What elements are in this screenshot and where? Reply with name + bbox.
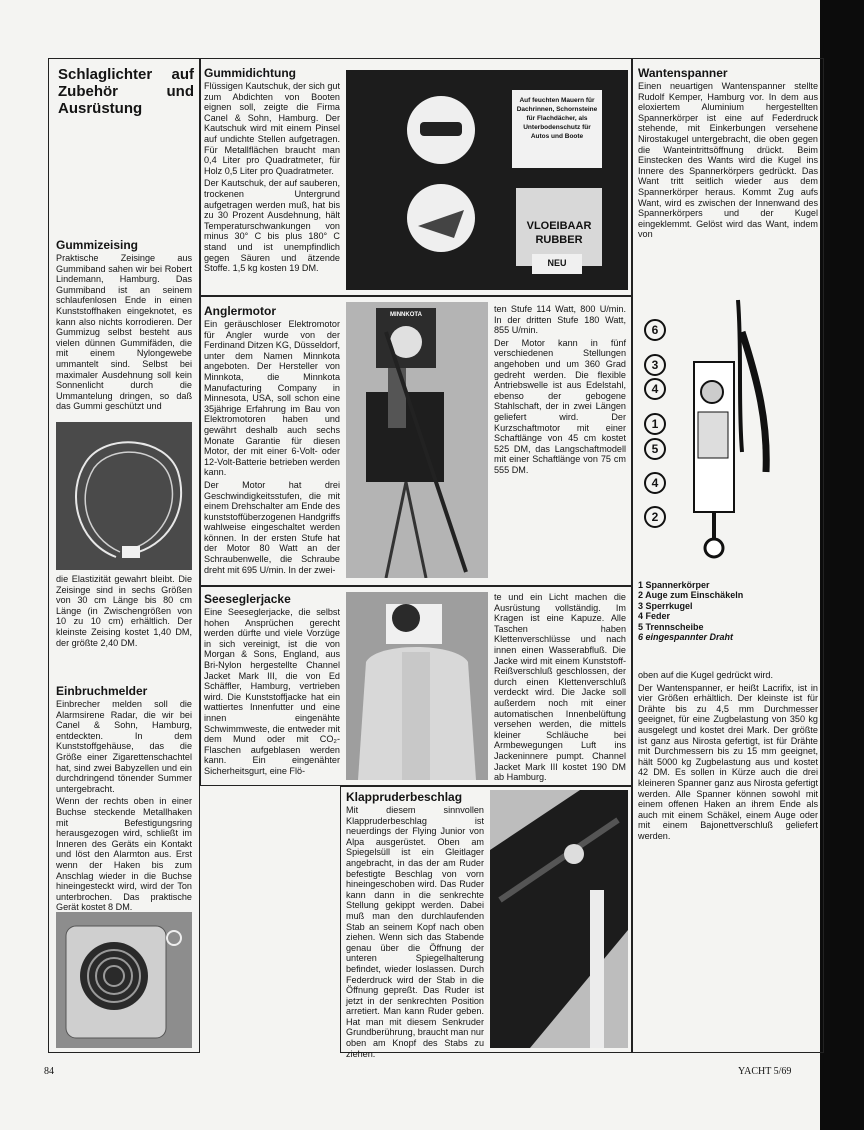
label-2: 2 <box>644 506 666 528</box>
gummidichtung-text <box>204 66 340 276</box>
seeseglerjacke-text <box>204 592 340 779</box>
klappruder-heading: Klappruderbeschlag <box>346 790 463 804</box>
gummizeising-heading: Gummizeising <box>56 238 139 252</box>
anglermotor-text-2 <box>494 304 626 478</box>
klappruder-text <box>346 790 484 1061</box>
gummizeising-text-2 <box>56 574 192 650</box>
gummizeising-text <box>56 238 192 414</box>
einbruchmelder-text <box>56 684 192 915</box>
wantenspanner-text <box>638 66 818 242</box>
motor-brand: MINNKOTA <box>390 312 422 318</box>
legend-item: 2 Auge zum Einschäkeln <box>638 590 744 601</box>
label-5: 5 <box>644 438 666 460</box>
tensioner-legend <box>638 580 818 642</box>
einbruchmelder-p2: Wenn der rechts oben in einer Buchse steckende Metallhaken mit Befestigungsring herausgezogen wird, schließt im Inneren des Geräts ein Kontakt und löst den Alarmton aus. Erst wenn der Haken bis zum Anschlag wieder in die Buchse hineingesteckt wird, wird der Ton unterbrochen. Das praktische Gerät kostet 8 DM. <box>56 796 192 913</box>
magazine-issue: YACHT 5/69 <box>738 1066 792 1077</box>
seeseglerjacke-heading: Seeseglerjacke <box>204 592 291 606</box>
legend-item: 6 eingespannter Draht <box>638 632 734 643</box>
legend-item: 4 Feder <box>638 611 671 622</box>
can-label-1: VLOEIBAAR <box>526 220 592 232</box>
sealant-photo <box>346 70 628 290</box>
wantenspanner-p2: oben auf die Kugel gedrückt wird. <box>638 670 773 680</box>
legend-item: 1 Spannerkörper <box>638 580 710 590</box>
can-label-2: RUBBER <box>535 234 583 246</box>
alarm-photo <box>56 912 192 1048</box>
wantenspanner-text-2 <box>638 670 818 844</box>
gummizeising-p2: die Elastizität gewahrt bleibt. Die Zeisinge sind in sechs Größen von 30 cm Länge bis 80 cm Länge (in Zwischengrößen von 10 zu 10 cm) erhältlich. Der kleinste Zeising kostet 1,40 DM, der größte 2,40 DM. <box>56 574 192 648</box>
gummidichtung-p2: Der Kautschuk, der auf sauberen, trockenen Untergrund aufgetragen werden muß, hat bis zu 30 Prozent Ausdehnung, hält Temperaturschwankungen von minus 30° C bis plus 180° C stand und ist unempfindlich gegen Säuren und ätzende Stoffe. 1,5 kg kosten 19 DM. <box>204 178 340 274</box>
einbruchmelder-p1: Einbrecher melden soll die Alarmsirene Radar, die wir bei Canel & Sohn, Hamburg, entdeckten. In dem Kunststoffgehäuse, das die Größe einer Zigarettenschachtel hat, sind zwei Babyzellen und ein durchdringend tönender Summer untergebracht. <box>56 699 192 794</box>
new-label: NEU <box>547 258 567 268</box>
page-number: 84 <box>44 1066 54 1077</box>
motor-photo <box>346 302 488 578</box>
label-6: 6 <box>644 319 666 341</box>
page-title: Schlaglichter auf Zubehör und Ausrüstung <box>58 66 194 117</box>
gummidichtung-p1: Flüssigen Kautschuk, der sich gut zum Abdichten von Booten eignen soll, zeigte die Firma Canel & Sohn, Hamburg. Der Kautschuk wird mit einem Pinsel auf undichte Stellen aufgetragen. Für Metallflächen braucht man 0,4 Liter pro Quadratmeter, für Holz 0,5 Liter pro Quadratmeter. <box>204 81 340 176</box>
wantenspanner-p1: Einen neuartigen Wantenspanner stellte Rudolf Kemper, Hamburg vor. In dem aus eloxiertem Aluminium hergestellten Spannerkörper ist eine auf Federdruck stehende, mit Einkerbungen versehene Nirostakugel untergebracht, die oben gegen die Wanteintrittsöffnung drückt. Beim Einstecken des Wants wird die Kugel ins Innere des Spannerkörpers gedrückt. Das Want tritt seitlich wieder aus dem Spannerkörper heraus. Kommt Zug aufs Want, wird es zwischen der Innenwand des Spannerkörpers und der Kugel eingeklemmt. Gelöst wird das Want, indem von <box>638 81 818 240</box>
title-block <box>58 66 194 117</box>
seeseglerjacke-text-2 <box>494 592 626 785</box>
label-4b: 4 <box>644 472 666 494</box>
gummidichtung-heading: Gummidichtung <box>204 66 296 80</box>
anglermotor-p1: Ein geräuschloser Elektromotor für Angler wurde von der Ferdinand Ditzen KG, Düsseldorf, unter dem Namen Minnkota angeboten. Der Hersteller von Minnkota, die Minnkota Manufacturing Company in Minnesota, USA, soll schon eine 35jährige Erfahrung im Bau von Elektromotoren haben und gewährt deshalb auch sechs Monate Garantie für diesen Motor, der mit einer 6-Volt- oder 12-Volt-Batterie betrieben werden kann. <box>204 319 340 478</box>
anglermotor-text <box>204 304 340 577</box>
einbruchmelder-heading: Einbruchmelder <box>56 684 148 698</box>
label-1: 1 <box>644 413 666 435</box>
rudder-photo <box>490 790 628 1048</box>
jacket-photo <box>346 592 488 780</box>
wantenspanner-p3: Der Wantenspanner, er heißt Lacrifix, ist in vier Größen erhältlich. Der kleinste ist für Drähte bis zu 4,5 mm Durchmesser geeignet, für eine Zugbelastung von 350 kg ausgelegt und kostet drei Mark. Der größte ist ganz aus Nirosta gefertigt, ist für Drähte mit Durchmessern bis zu 15 mm geeignet, hält 5000 kg Zugbelastung aus und kostet 42 DM. Es sollen in Kürze auch die drei kleineren Spanner ganz aus Nirosta gefertigt werden. Alle Spanner können sowohl mit einem offenen Haken an ihrem Ende als auch mit einem Schäkel, einem Auge oder mit einem Bajonettverschluß geliefert werden. <box>638 682 818 841</box>
anglermotor-p3: ten Stufe 114 Watt, 800 U/min. In der dritten Stufe 180 Watt, 855 U/min. <box>494 304 626 336</box>
wantenspanner-heading: Wantenspanner <box>638 66 728 80</box>
label-4a: 4 <box>644 378 666 400</box>
zeising-photo <box>56 422 192 570</box>
anglermotor-p2: Der Motor hat drei Geschwindigkeitsstufen, die mit einem Drehschalter am Ende des kunststoffüberzogenen Handgriffs wahlweise eingeschaltet werden können. In der ersten Stufe hat der Motor 80 Watt an der Schraubenwelle, die Schraube dreht mit 695 U/min. In der zwei- <box>204 479 340 575</box>
anglermotor-heading: Anglermotor <box>204 304 276 318</box>
gummizeising-p1: Praktische Zeisinge aus Gummiband sahen wir bei Robert Lindemann, Hamburg. Das Gummiband ist an seinem schlaufenlosen Ende in einen Kunststoffhaken eingeknotet, es kann also nichts korrodieren. Der Gummizug selbst besteht aus vielen dünnen Gummifäden, die mit einem Nylongewebe ummantelt sind. Selbst bei maximaler Ausdehnung soll kein Sonnenlicht durch die Ummantelung dringen, so daß das Gummi geschützt und <box>56 253 192 412</box>
label-3: 3 <box>644 354 666 376</box>
klappruder-p1: Mit diesem sinnvollen Klappruderbeschlag ist neuerdings der Flying Junior von Alpa ausgerüstet. Oben am Spiegelsüll ist ein Gleitlager angebracht, in das der am Ruder befestigte Beschlag von vorn hineingeschoben wird. Das Ruder kann dann in die senkrechte Stellung gekippt werden. Dabei muß man den durchlaufenden Stab an seinem Kopf nach oben ziehen. Wenn sich das Stabende genau über die Öffnung der unteren Spiegelhalterung befindet, wieder loslassen. Durch Federdruck wird der Stab in die Öffnung gepreßt. Das Ruder ist jetzt in der senkrechten Position arretiert. Man kann Ruder geben. Hat man mit diesem Senkruder Grundberührung, braucht man nur oben am Knopf des Stabs zu ziehen. <box>346 805 485 1059</box>
tensioner-diagram <box>638 292 818 574</box>
product-sign: Auf feuchten Mauern für Dachrinnen, Schornsteine für Flachdächer, als Unterbodenschutz für Autos und Boote <box>516 97 598 140</box>
anglermotor-p4: Der Motor kann in fünf verschiedenen Stellungen angehoben und um 360 Grad gedreht werden. Die flexible Antriebswelle ist aus Edelstahl, ebenso der gebogene Stahlschaft, der in zwei Längen geliefert wird. Der Kurzschaftmotor mit einer Schaftlänge von 45 cm kostet 525 DM, das Langschaftmodell mit einer Schaftlänge von 75 cm 555 DM. <box>494 337 626 475</box>
legend-item: 5 Trennscheibe <box>638 621 704 632</box>
page-edge <box>820 0 864 1130</box>
legend-item: 3 Sperrkugel <box>638 600 693 611</box>
seeseglerjacke-p1: Eine Seeseglerjacke, die selbst hohen Ansprüchen gerecht werden dürfte und viele Vorzüge in sich vereinigt, ist die von Morgan & Sons, England, aus Bri-Nylon hergestellte Channel Jacket Mark III, die von Ed Schäffler, Hamburg, vertrieben wird. Die Kunststoffjacke hat ein wattiertes Innenfutter und eine innen eingenähte Schwimmweste, die entweder mit dem Mund oder mit CO₂-Flaschen aufgeblasen werden kann. Ein eingenähter Sicherheitsgurt, eine Flö- <box>204 607 340 776</box>
seeseglerjacke-p2: te und ein Licht machen die Ausrüstung vollständig. Im Kragen ist eine Kapuze. Alle Taschen haben Klettenverschlüsse und nach innen einen Wasserabfluß. Die Jacke wird mit einem Kunststoff-Reißverschluß geschlossen, der durch einen Klettenverschluß verdeckt wird. Die Jacke soll außerdem noch mit einer automatischen Innenbelüftung versehen werden, die mittels kleiner Schläuche bei Armbewegungen Luft ins Jackeninnere pumpt. Channel Jacket Mark III kostet 190 DM ab Hamburg. <box>494 592 626 783</box>
